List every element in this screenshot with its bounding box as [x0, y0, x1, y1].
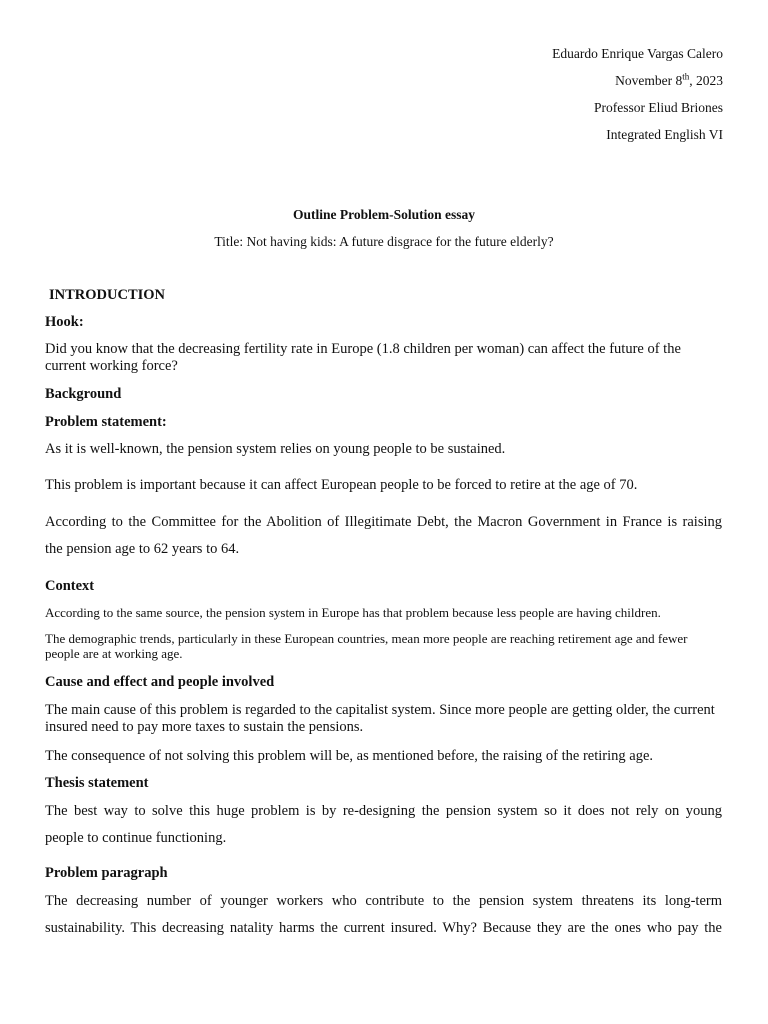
date	[615, 73, 723, 89]
context-line-1: According to the same source, the pension system in Europe has that problem because less people are having children.	[45, 605, 661, 620]
introduction-heading: INTRODUCTION	[49, 287, 166, 303]
problem-paragraph-line-b: sustainability. This decreasing natality harms the current insured. Why? Because they are the ones who pay the	[45, 920, 722, 936]
context-line-2: The demographic trends, particularly in these European countries, mean more people are reaching retirement age and fewer people are at working age.	[45, 631, 688, 661]
date-ordinal-suffix: th	[682, 71, 690, 82]
essay-title: Title: Not having kids: A future disgrace for the future elderly?	[214, 234, 554, 249]
hook-label: Hook:	[45, 314, 84, 330]
problem-statement-label: Problem statement:	[45, 414, 167, 430]
problem-paragraph-label: Problem paragraph	[45, 865, 168, 881]
date-month-day: November 8	[615, 73, 683, 88]
cause-line-2: The consequence of not solving this problem will be, as mentioned before, the raising of the retiring age.	[45, 748, 654, 764]
problem-statement-line-3a: According to the Committee for the Abolition of Illegitimate Debt, the Macron Government in France is raising	[45, 514, 722, 530]
cause-effect-label: Cause and effect and people involved	[45, 674, 275, 690]
context-label: Context	[45, 578, 95, 594]
thesis-line-a: The best way to solve this huge problem is by re-designing the pension system so it does not rely on young	[45, 803, 722, 819]
problem-statement-line-2: This problem is important because it can affect European people to be forced to retire at the age of 70.	[45, 477, 638, 493]
problem-statement-line-3b: the pension age to 62 years to 64.	[45, 541, 240, 557]
problem-statement-line-1: As it is well-known, the pension system relies on young people to be sustained.	[45, 441, 506, 457]
background-label: Background	[45, 386, 122, 402]
thesis-label: Thesis statement	[45, 775, 149, 791]
course-name: Integrated English VI	[606, 127, 723, 142]
professor-name: Professor Eliud Briones	[594, 100, 723, 115]
author-name: Eduardo Enrique Vargas Calero	[552, 46, 723, 61]
problem-paragraph-line-a: The decreasing number of younger workers who contribute to the pension system threatens its long-term	[45, 893, 722, 909]
document-heading: Outline Problem-Solution essay	[292, 207, 475, 222]
date-year: , 2023	[689, 73, 723, 88]
thesis-line-b: people to continue functioning.	[45, 830, 227, 846]
cause-line-1: The main cause of this problem is regarded to the capitalist system. Since more people are getting older, the current insured need to pay more taxes to sustain the pensions.	[45, 702, 715, 735]
hook-text: Did you know that the decreasing fertility rate in Europe (1.8 children per woman) can affect the future of the current working force?	[45, 341, 681, 374]
